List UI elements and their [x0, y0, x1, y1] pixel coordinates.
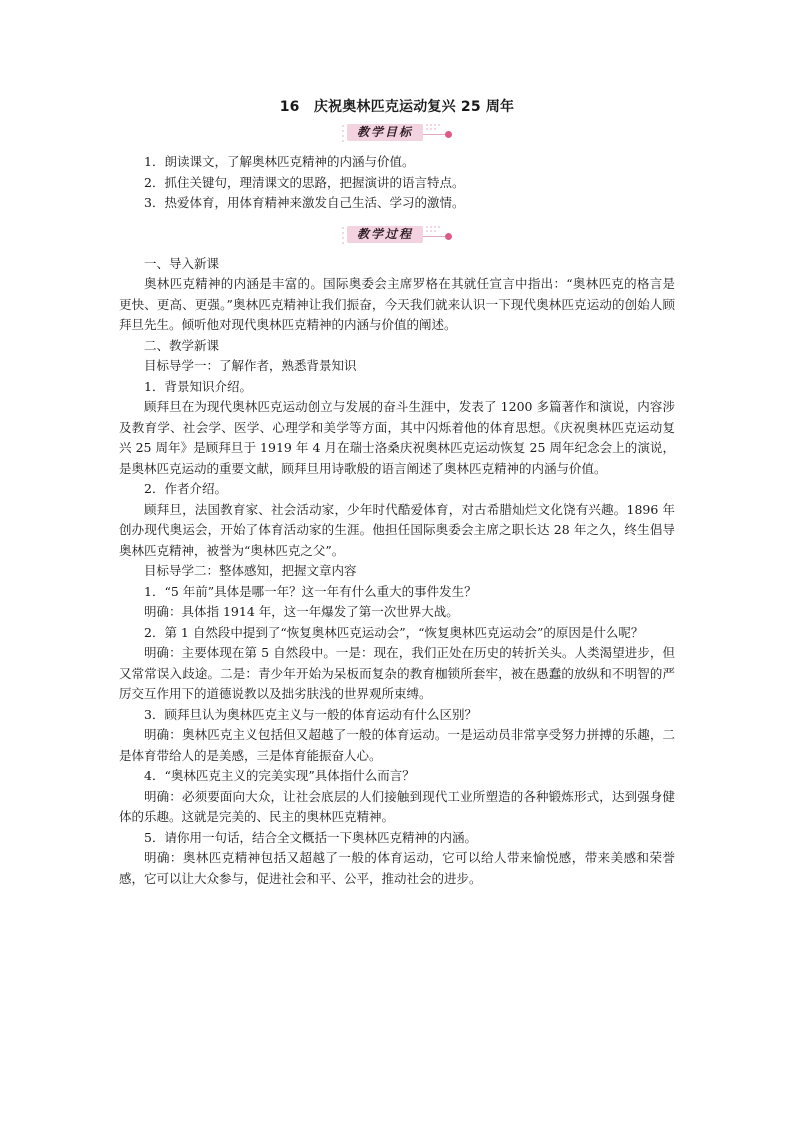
banner-line	[423, 134, 447, 135]
question: 5．请你用一句话，结合全文概括一下奥林匹克精神的内涵。	[144, 829, 477, 845]
objective-item: 1．朗读课文，了解奥林匹克精神的内涵与价值。	[144, 154, 415, 169]
answer: 明确：奥林匹克精神包括又超越了一般的体育运动，它可以给人带来愉悦感，带来美感和荣誉感，它可以让大众参与，促进社会和平、公平，推动社会的进步。	[119, 850, 675, 886]
question: 4．“奥林匹克主义的完美实现”具体指什么而言？	[144, 768, 415, 783]
answer: 明确：必须要面向大众，让社会底层的人们接触到现代工业所塑造的各种锻炼形式，达到强身健体的乐趣。这就是完美的、民主的奥林匹克精神。	[119, 788, 675, 824]
objective-item: 3．热爱体育，用体育精神来激发自己生活、学习的激情。	[144, 195, 465, 210]
bead-icon	[445, 131, 452, 138]
process-body	[119, 254, 675, 890]
banner-line	[423, 236, 447, 237]
item-heading: 1．背景知识介绍。	[144, 378, 252, 394]
lesson-title: 16 庆祝奥林匹克运动复兴 25 周年	[279, 99, 515, 115]
section-heading: 二、教学新课	[144, 337, 220, 353]
process-banner	[341, 224, 453, 246]
process-heading: 教学过程	[356, 226, 413, 241]
objective-item: 2．抓住关键句，理清课文的思路，把握演讲的语言特点。	[144, 174, 465, 190]
question: 2．第 1 自然段中提到了“恢复奥林匹克运动会”，“恢复奥林匹克运动会”的原因是什么呢？	[144, 624, 644, 640]
objectives-list	[119, 152, 675, 214]
objectives-banner	[341, 122, 453, 144]
paragraph: 奥林匹克精神的内涵是丰富的。国际奥委会主席罗格在其就任宣言中指出：“奥林匹克的格言是更快、更高、更强。”奥林匹克精神让我们振奋，今天我们就来认识一下现代奥林匹克运动的创始人顾拜旦先生。倾听他对现代奥林匹克精神的内涵与价值的阐述。	[119, 276, 675, 332]
answer: 明确：具体指 1914 年，这一年爆发了第一次世界大战。	[144, 604, 459, 619]
item-heading: 2．作者介绍。	[144, 481, 227, 496]
paragraph: 顾拜旦在为现代奥林匹克运动创立与发展的奋斗生涯中，发表了 1200 多篇著作和演说，内容涉及教育学、社会学、医学、心理学和美学等方面，其中闪烁着他的体育思想。《庆祝奥林匹克运动复兴 25 周年》是顾拜旦于 1919 年 4 月在瑞士洛桑庆祝奥林匹克运动恢复 25 周年纪念会上的演说，是奥林匹克运动的重要文献，顾拜旦用诗歌般的语言阐述了奥林匹克精神的内涵与价值。	[119, 399, 675, 476]
document-content	[119, 96, 675, 889]
process-banner-wrap	[119, 224, 675, 246]
paragraph: 顾拜旦，法国教育家、社会活动家，少年时代酷爱体育，对古希腊灿烂文化饶有兴趣。1896 年创办现代奥运会，开始了体育活动家的生涯。他担任国际奥委会主席之职长达 28 年之久，终生倡导奥林匹克精神，被誉为“奥林匹克之父”。	[119, 501, 675, 558]
question: 1．“5 年前”具体是哪一年？这一年有什么重大的事件发生？	[144, 583, 477, 599]
objectives-heading: 教学目标	[356, 125, 413, 139]
question: 3．顾拜旦认为奥林匹克主义与一般的体育运动有什么区别？	[144, 706, 477, 722]
bead-icon	[445, 233, 452, 240]
subsection-heading: 目标导学一：了解作者，熟悉背景知识	[144, 358, 357, 373]
section-heading: 一、导入新课	[144, 255, 220, 271]
subsection-heading: 目标导学二：整体感知，把握文章内容	[144, 563, 357, 578]
answer: 明确：奥林匹克主义包括但又超越了一般的体育运动。一是运动员非常享受努力拼搏的乐趣，二是体育带给人的是美感，三是体育能振奋人心。	[119, 727, 675, 763]
answer: 明确：主要体现在第 5 自然段中。一是：现在，我们正处在历史的转折关头。人类渴望进步，但又常常误入歧途。二是：青少年开始为呆板而复杂的教育枷锁所套牢，被在愚蠢的放纵和不明智的严厉交互作用下的道德说教以及拙劣肤浅的世界观所束缚。	[119, 645, 675, 701]
objectives-banner-wrap	[119, 122, 675, 144]
